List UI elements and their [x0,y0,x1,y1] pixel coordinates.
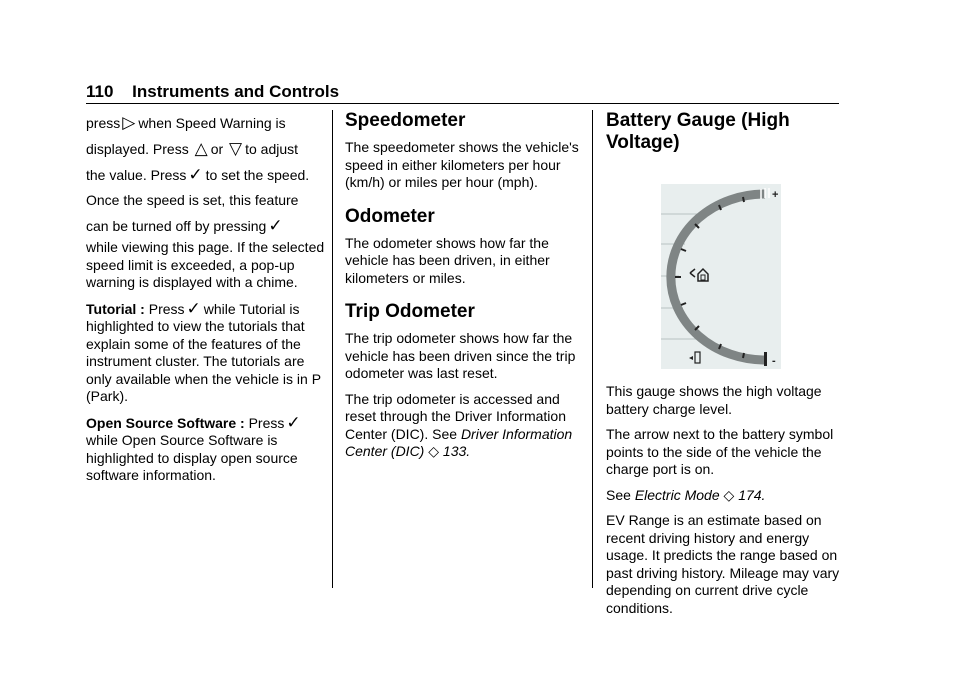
electric-mode-link[interactable]: Electric Mode [634,486,720,503]
text-span: when Speed Warning is [138,115,286,131]
odometer-text: The odometer shows how far the vehicle has been driven, in either kilometers or miles. [345,234,550,286]
electric-mode-page-ref[interactable]: 174. [738,486,766,503]
text-span: Press [148,300,185,317]
column-left [86,110,326,493]
check-icon: ✓ [286,412,301,432]
open-source-label: Open Source Software : [86,414,245,431]
open-source-paragraph [86,414,326,485]
right-arrow-icon: ▷ [122,113,136,132]
speed-warning-line-2 [86,136,326,162]
text-span: press [86,115,121,131]
text-span: Press [248,414,285,431]
speed-warning-line-5 [86,213,326,239]
speed-warning-line-3 [86,162,326,188]
section-title: Instruments and Controls [132,82,340,101]
electric-mode-reference [606,487,842,505]
column-divider-1 [332,110,333,588]
up-arrow-icon: △ [194,139,208,158]
tutorial-label: Tutorial : [86,300,145,317]
text-span: displayed. Press [86,141,189,157]
text-span: can be turned off by pressing [86,218,267,234]
speedometer-heading: Speedometer [345,110,466,131]
column-middle [345,110,581,469]
gauge-minus-label: - [772,355,776,367]
reference-icon: ◇ [428,443,440,459]
page-header [86,82,339,102]
text-span: or [210,141,224,157]
trip-odometer-text-1: The trip odometer shows how far the vehicle has been driven since the trip odometer was last reset. [345,330,576,381]
column-right [606,110,842,625]
text-span: See [606,486,631,503]
text-span: the value. Press [86,167,187,183]
tutorial-paragraph [86,300,326,406]
speed-warning-line-1 [86,110,326,136]
dic-page-ref[interactable]: 133. [442,443,471,459]
gauge-low-marker [764,352,767,366]
page-number: 110 [86,82,114,101]
trip-odometer-heading: Trip Odometer [345,301,475,322]
odometer-heading: Odometer [345,205,435,227]
gauge-tick [743,197,744,202]
gauge-description-1: This gauge shows the high voltage battery charge level. [606,383,822,417]
gauge-plus-label: + [772,189,779,201]
text-span: to adjust [245,141,299,157]
speedometer-text: The speedometer shows the vehicle's speed in either kilometers per hour (km/h) or miles per hour (mph). [345,139,579,190]
speed-warning-rest: while viewing this page. If the selected speed limit is exceeded, a pop-up warning is displayed with a chime. [86,239,325,290]
gauge-tick [743,353,744,358]
battery-gauge-image [661,184,781,369]
text-span: while Tutorial is highlighted to view the tutorials that explain some of the features of the instrument cluster. The tutorials are only available when the vehicle is in P (Park). [86,300,321,404]
text-span: The trip odometer is accessed and reset through the Driver Information Center (DIC). See [345,390,566,442]
check-icon: ✓ [188,165,203,184]
speed-warning-line-4: Once the speed is set, this feature [86,192,299,208]
column-divider-2 [592,110,593,588]
reference-icon: ◇ [723,486,735,503]
ev-range-paragraph: EV Range is an estimate based on recent driving history and energy usage. It predicts the range based on past driving history. Mileage may vary depending on current drive cycle conditions. [606,512,840,616]
dic-link[interactable]: Driver Information Center (DIC) [345,425,573,459]
down-arrow-icon: ▽ [229,139,243,158]
battery-gauge-heading: Battery Gauge (High Voltage) [606,110,790,153]
trip-odometer-text-2 [345,391,581,461]
text-span: to set the speed. [205,167,310,183]
text-span: while Open Source Software is highlighted to display open source software information. [86,432,298,483]
check-icon: ✓ [186,298,201,318]
check-icon: ✓ [268,216,283,235]
gauge-description-2: The arrow next to the battery symbol points to the side of the vehicle the charge port is on. [606,426,834,477]
header-divider [86,103,839,104]
